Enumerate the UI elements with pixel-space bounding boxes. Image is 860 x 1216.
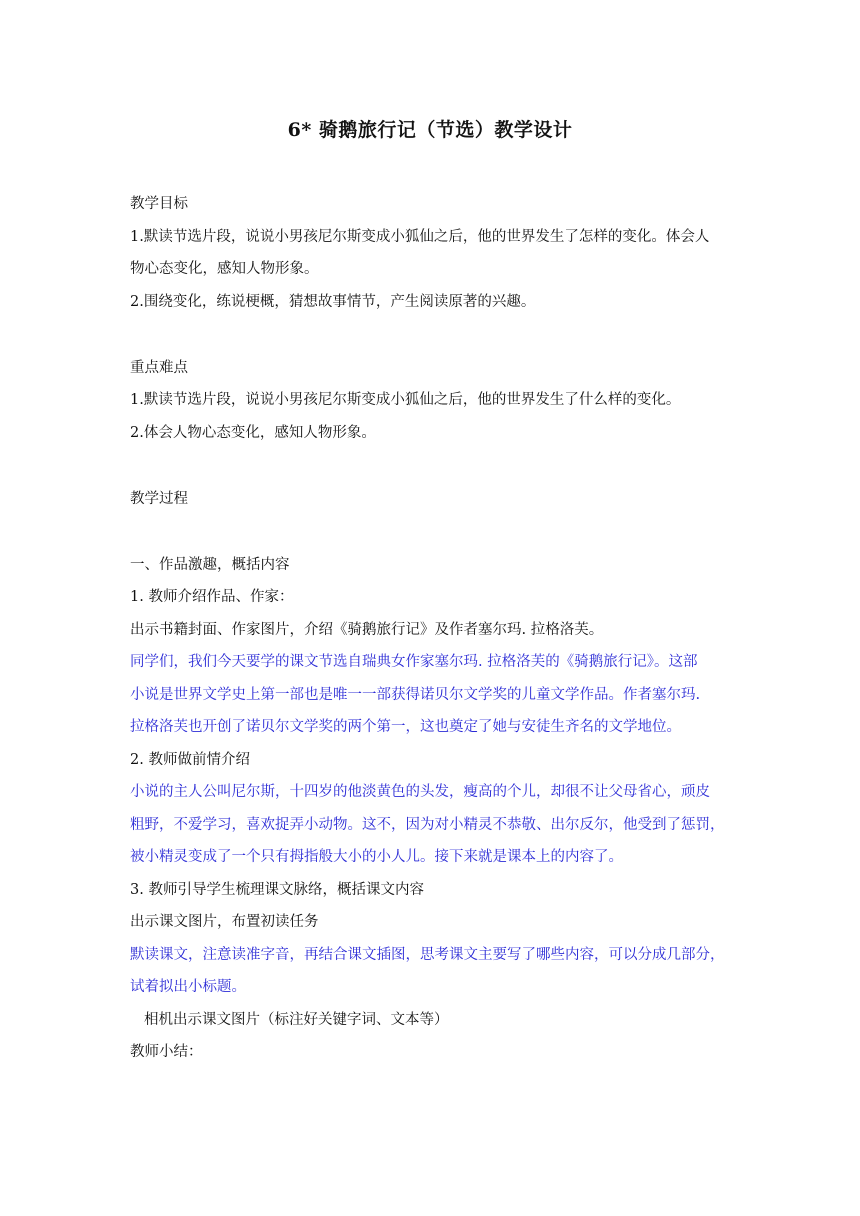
spacer: [130, 318, 742, 352]
document-title: 6* 骑鹅旅行记（节选）教学设计: [287, 119, 573, 141]
step-3-note: 相机出示课文图片（标注好关键字词、文本等）: [144, 1011, 449, 1028]
document-body: [130, 188, 742, 1069]
key-point-item-1: 1.默读节选片段，说说小男孩尼尔斯变成小狐仙之后，他的世界发生了什么样的变化。: [130, 392, 681, 408]
spacer: [130, 449, 742, 483]
step-3-heading: 3. 教师引导学生梳理课文脉络，概括课文内容: [130, 881, 424, 898]
step-2-narration-line-2: 粗野，不爱学习，喜欢捉弄小动物。这不，因为对小精灵不恭敬、出尔反尔，他受到了惩罚，: [130, 816, 725, 833]
step-2-heading: 2. 教师做前情介绍: [130, 751, 250, 768]
key-point-item-2: 2.体会人物心态变化，感知人物形象。: [130, 424, 376, 441]
process-heading: 教学过程: [130, 490, 188, 507]
step-1-heading: 1. 教师介绍作品、作家：: [130, 589, 294, 605]
teacher-summary-label: 教师小结：: [130, 1044, 203, 1060]
step-1-narration-line-1: 同学们，我们今天要学的课文节选自瑞典女作家塞尔玛. 拉格洛芙的《骑鹅旅行记》。这部: [130, 654, 698, 670]
objective-item-1-line-1: 1.默读节选片段，说说小男孩尼尔斯变成小狐仙之后，他的世界发生了怎样的变化。体会人: [130, 228, 710, 245]
objectives-heading: 教学目标: [130, 196, 188, 212]
section-1-heading: 一、作品激趣，概括内容: [130, 556, 290, 573]
step-1-narration-line-2: 小说是世界文学史上第一部也是唯一一部获得诺贝尔文学奖的儿童文学作品。作者塞尔玛.: [130, 686, 701, 703]
step-3-text: 出示课文图片，布置初读任务: [130, 914, 319, 930]
step-1-text: 出示书籍封面、作家图片，介绍《骑鹅旅行记》及作者塞尔玛. 拉格洛芙。: [130, 621, 604, 638]
objective-item-1-line-2: 物心态变化，感知人物形象。: [130, 261, 319, 277]
step-3-task-line-2: 试着拟出小标题。: [130, 979, 246, 995]
step-2-narration-line-1: 小说的主人公叫尼尔斯，十四岁的他淡黄色的头发，瘦高的个儿，却很不让父母省心，顽皮: [130, 784, 710, 800]
step-1-narration-line-3: 拉格洛芙也开创了诺贝尔文学奖的两个第一，这也奠定了她与安徒生齐名的文学地位。: [130, 719, 681, 735]
spacer: [130, 515, 742, 549]
step-3-task-line-1: 默读课文，注意读准字音，再结合课文插图，思考课文主要写了哪些内容，可以分成几部分，: [130, 946, 725, 963]
step-2-narration-line-3: 被小精灵变成了一个只有拇指般大小的小人儿。接下来就是课本上的内容了。: [130, 849, 623, 865]
objective-item-2: 2.围绕变化，练说梗概，猜想故事情节，产生阅读原著的兴趣。: [130, 293, 536, 310]
key-points-heading: 重点难点: [130, 359, 188, 376]
